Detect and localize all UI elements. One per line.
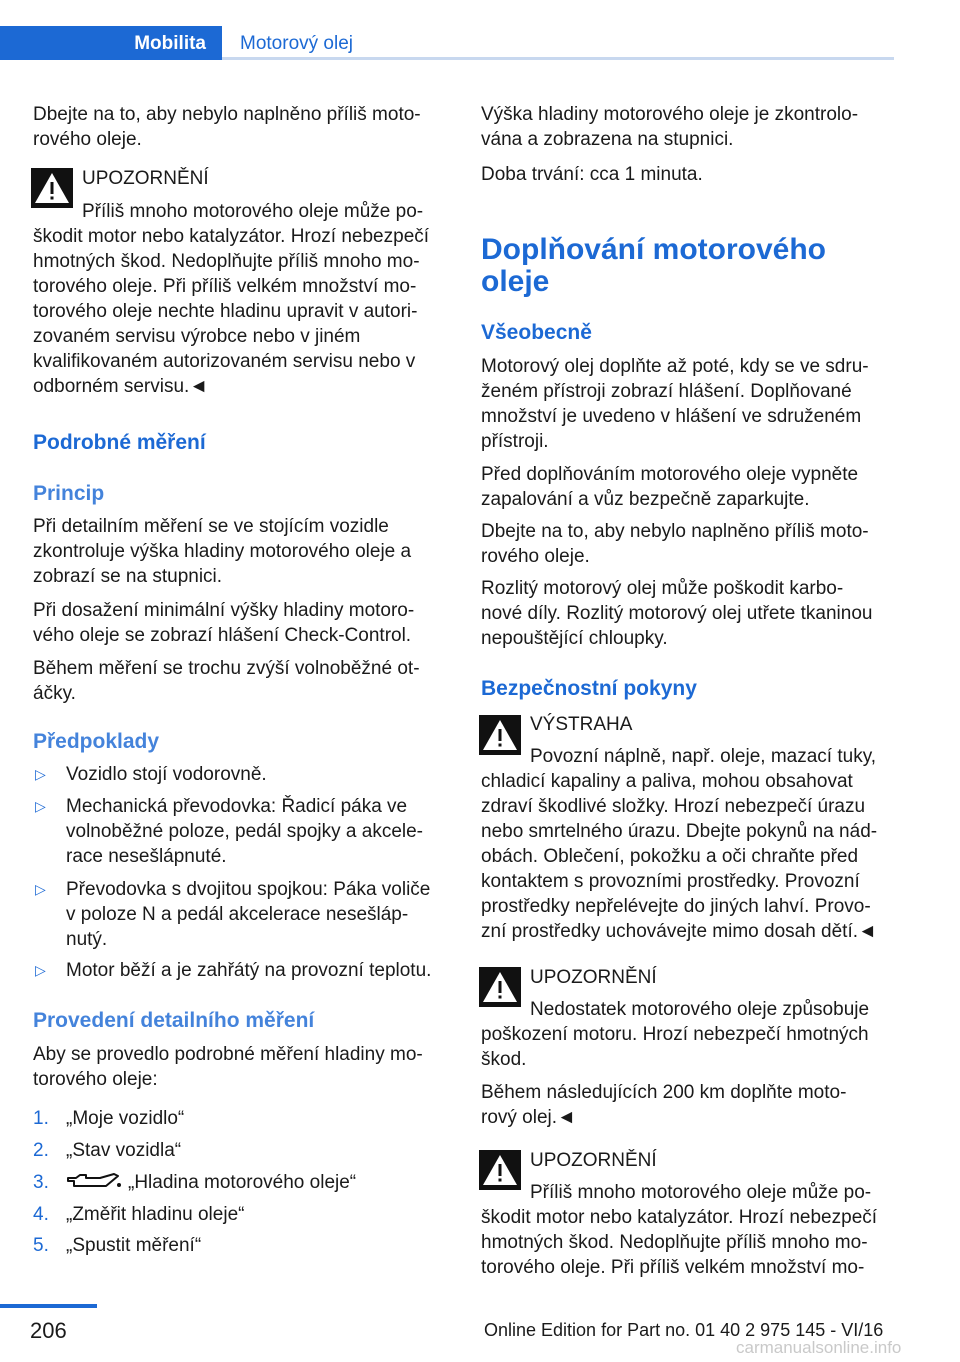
heading-doplnovani: Doplňování motorového oleje <box>481 233 826 298</box>
paragraph: Rozlitý motorový olej může poškodit karbo- nové díly. Rozlitý motorový olej utřete tkaninou nepouštějící chloupky. <box>481 578 873 649</box>
provedeni-paragraph: Aby se provedlo podrobné měření hladiny mo- torového oleje: <box>33 1044 423 1090</box>
left-intro: Dbejte na to, aby nebylo naplněno příliš moto- rového oleje. <box>33 104 421 150</box>
heading-vseobecne: Všeobecně <box>481 321 592 344</box>
list-item: Mechanická převodovka: Řadicí páka ve volnoběžné poloze, pedál spojky a akcele- race nesešlápnuté. <box>66 796 424 867</box>
princip-paragraph-1: Při detailním měření se ve stojícím vozidle zkontroluje výška hladiny motorového oleje a zobrazí se na stupnici. <box>33 516 412 587</box>
step-text: „Změřit hladinu oleje“ <box>66 1204 245 1225</box>
list-item: Motor běží a je zahřátý na provozní teplotu. <box>66 960 432 981</box>
warning-text: Nedostatek motorového oleje způsobuje poškození motoru. Hrozí nebezpečí hmotných škod. <box>481 999 870 1070</box>
footer-edition: Online Edition for Part no. 01 40 2 975 145 - VI/16 <box>484 1320 884 1340</box>
warning-title: VÝSTRAHA <box>530 714 633 735</box>
list-item: Převodovka s dvojitou spojkou: Páka voliče v poloze N a pedál akcelerace nesešláp- nutý. <box>66 879 431 950</box>
warning-title: UPOZORNĚNÍ <box>530 1150 657 1171</box>
step-number: 2. <box>33 1140 49 1161</box>
warning-text: Příliš mnoho motorového oleje může po- škodit motor nebo katalyzátor. Hrozí nebezpečí hmotných škod. Nedoplňujte příliš mnoho mo- torového oleje. Při příliš velkém množství mo- <box>481 1182 878 1278</box>
step-text: „Stav vozidla“ <box>66 1140 182 1161</box>
header-tabs <box>0 26 894 60</box>
step-text: „Moje vozidlo“ <box>66 1108 185 1129</box>
right-intro: Výška hladiny motorového oleje je zkontrolo- vána a zobrazena na stupnici. <box>481 104 859 150</box>
paragraph: Před doplňováním motorového oleje vypněte zapalování a vůz bezpečně zaparkujte. <box>481 464 859 510</box>
bullet-icon: ▷ <box>35 881 46 897</box>
oil-can-icon <box>66 1172 122 1192</box>
heading-predpoklady: Předpoklady <box>33 730 160 753</box>
princip-paragraph-3: Během měření se trochu zvýší volnoběžné ot- áčky. <box>33 658 420 704</box>
footer-rule <box>0 1304 97 1308</box>
warning-extra-text: Během následujících 200 km doplňte moto- rový olej.◄ <box>481 1082 847 1128</box>
page-number: 206 <box>30 1318 67 1343</box>
warning-title: UPOZORNĚNÍ <box>82 168 209 189</box>
heading-princip: Princip <box>33 482 105 505</box>
step-number: 5. <box>33 1235 49 1256</box>
step-number: 1. <box>33 1108 49 1129</box>
step-text: „Spustit měření“ <box>66 1235 202 1256</box>
paragraph: Dbejte na to, aby nebylo naplněno příliš moto- rového oleje. <box>481 521 869 567</box>
watermark: carmanualsonline.info <box>736 1338 902 1357</box>
warning-text: Příliš mnoho motorového oleje může po- škodit motor nebo katalyzátor. Hrozí nebezpečí hmotných škod. Nedoplňujte příliš mnoho mo- torového oleje. Při příliš velkém množství mo- torového oleje nechte hladinu upravit v autori- zovaném servisu výrobce nebo v jiném kvalifikovaném autorizovaném servisu nebo v odborném servisu.◄ <box>33 201 430 397</box>
step-number: 4. <box>33 1204 49 1225</box>
bullet-icon: ▷ <box>35 962 46 978</box>
list-item: Vozidlo stojí vodorovně. <box>66 764 267 785</box>
tab-mobilita[interactable]: Mobilita <box>0 26 222 60</box>
heading-bezpecnost: Bezpečnostní pokyny <box>481 677 697 700</box>
princip-paragraph-2: Při dosažení minimální výšky hladiny motoro- vého oleje se zobrazí hlášení Check-Control. <box>33 600 415 646</box>
bullet-icon: ▷ <box>35 798 46 814</box>
step-number: 3. <box>33 1172 49 1193</box>
warning-title: UPOZORNĚNÍ <box>530 967 657 988</box>
paragraph: Motorový olej doplňte až poté, kdy se ve sdru- ženém přístroji zobrazí hlášení. Doplňované množství je uvedeno v hlášení ve sdruženém přístroji. <box>481 356 869 452</box>
warning-text: Povozní náplně, např. oleje, mazací tuky, chladicí kapaliny a paliva, mohou obsahovat zdraví škodlivé složky. Hrozí nebezpečí úrazu nebo smrtelného úrazu. Dbejte pokynů na nád- obách. Oblečení, pokožku a oči chraňte před kontaktem s provozními prostředky. Provozní prostředky nepřelévejte do jiných lahví. Provo- zní prostředky uchovávejte mimo dosah dětí.◄ <box>481 746 878 942</box>
heading-provedeni: Provedení detailního měření <box>33 1009 315 1032</box>
heading-podrobne-mereni: Podrobné měření <box>33 431 206 454</box>
bullet-icon: ▷ <box>35 766 46 782</box>
tab-motorovy-olej[interactable]: Motorový olej <box>222 26 894 60</box>
duration-text: Doba trvání: cca 1 minuta. <box>481 164 703 185</box>
step-text: „Hladina motorového oleje“ <box>128 1172 357 1193</box>
